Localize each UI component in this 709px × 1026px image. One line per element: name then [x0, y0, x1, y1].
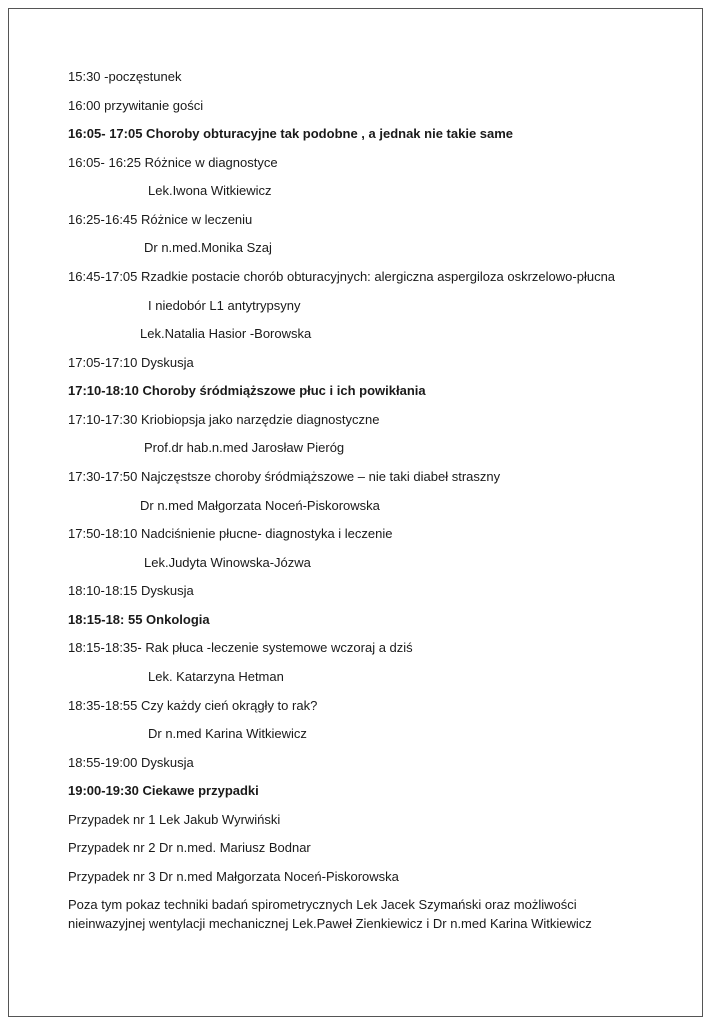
speaker-name: Lek.Natalia Hasior -Borowska: [140, 326, 312, 341]
case-item: Przypadek nr 2 Dr n.med. Mariusz Bodnar: [68, 840, 311, 855]
closing-paragraph-line: nieinwazyjnej wentylacji mechanicznej Lek.Paweł Zienkiewicz i Dr n.med Karina Witkiewicz: [68, 916, 592, 931]
case-item: Przypadek nr 3 Dr n.med Małgorzata Noceń-Piskorowska: [68, 869, 399, 884]
speaker-name: Prof.dr hab.n.med Jarosław Pieróg: [144, 440, 345, 455]
section-heading-cases: 19:00-19:30 Ciekawe przypadki: [68, 783, 259, 798]
agenda-item-refreshments: 15:30 -poczęstunek: [68, 69, 182, 84]
agenda-item-discussion: 18:55-19:00 Dyskusja: [68, 755, 194, 770]
closing-paragraph: [68, 895, 628, 933]
section-heading-oncology: 18:15-18: 55 Onkologia: [68, 612, 210, 627]
section-heading-obstructive: 16:05- 17:05 Choroby obturacyjne tak podobne , a jednak nie takie same: [68, 126, 514, 141]
agenda-item-talk: 17:50-18:10 Nadciśnienie płucne- diagnostyka i leczenie: [68, 526, 393, 541]
agenda-item-talk: 16:05- 16:25 Różnice w diagnostyce: [68, 155, 278, 170]
speaker-name: Lek. Katarzyna Hetman: [148, 669, 284, 684]
case-item: Przypadek nr 1 Lek Jakub Wyrwiński: [68, 812, 281, 827]
speaker-name: Lek.Judyta Winowska-Józwa: [144, 555, 311, 570]
closing-paragraph-line: Poza tym pokaz techniki badań spirometrycznych Lek Jacek Szymański oraz możliwości: [68, 897, 577, 912]
section-heading-interstitial: 17:10-18:10 Choroby śródmiąższowe płuc i ich powikłania: [68, 383, 426, 398]
document-page: [8, 8, 703, 1017]
agenda-item-discussion: 18:10-18:15 Dyskusja: [68, 583, 194, 598]
agenda-item-talk: 17:10-17:30 Kriobiopsja jako narzędzie diagnostyczne: [68, 412, 380, 427]
speaker-name: Lek.Iwona Witkiewicz: [148, 183, 272, 198]
agenda-item-talk: 18:15-18:35- Rak płuca -leczenie systemowe wczoraj a dziś: [68, 640, 413, 655]
speaker-name: Dr n.med Karina Witkiewicz: [148, 726, 307, 741]
agenda-item-talk: 18:35-18:55 Czy każdy cień okrągły to rak?: [68, 698, 318, 713]
agenda-item-talk: 16:25-16:45 Różnice w leczeniu: [68, 212, 253, 227]
agenda-item-welcome: 16:00 przywitanie gości: [68, 98, 204, 113]
agenda-item-talk-continuation: I niedobór L1 antytrypsyny: [148, 298, 301, 313]
agenda-item-talk: 16:45-17:05 Rzadkie postacie chorób obturacyjnych: alergiczna aspergiloza oskrzelowo-płucna: [68, 269, 616, 284]
speaker-name: Dr n.med Małgorzata Noceń-Piskorowska: [140, 498, 380, 513]
agenda-item-discussion: 17:05-17:10 Dyskusja: [68, 355, 194, 370]
agenda-item-talk: 17:30-17:50 Najczęstsze choroby śródmiąższowe – nie taki diabeł straszny: [68, 469, 501, 484]
speaker-name: Dr n.med.Monika Szaj: [144, 240, 272, 255]
